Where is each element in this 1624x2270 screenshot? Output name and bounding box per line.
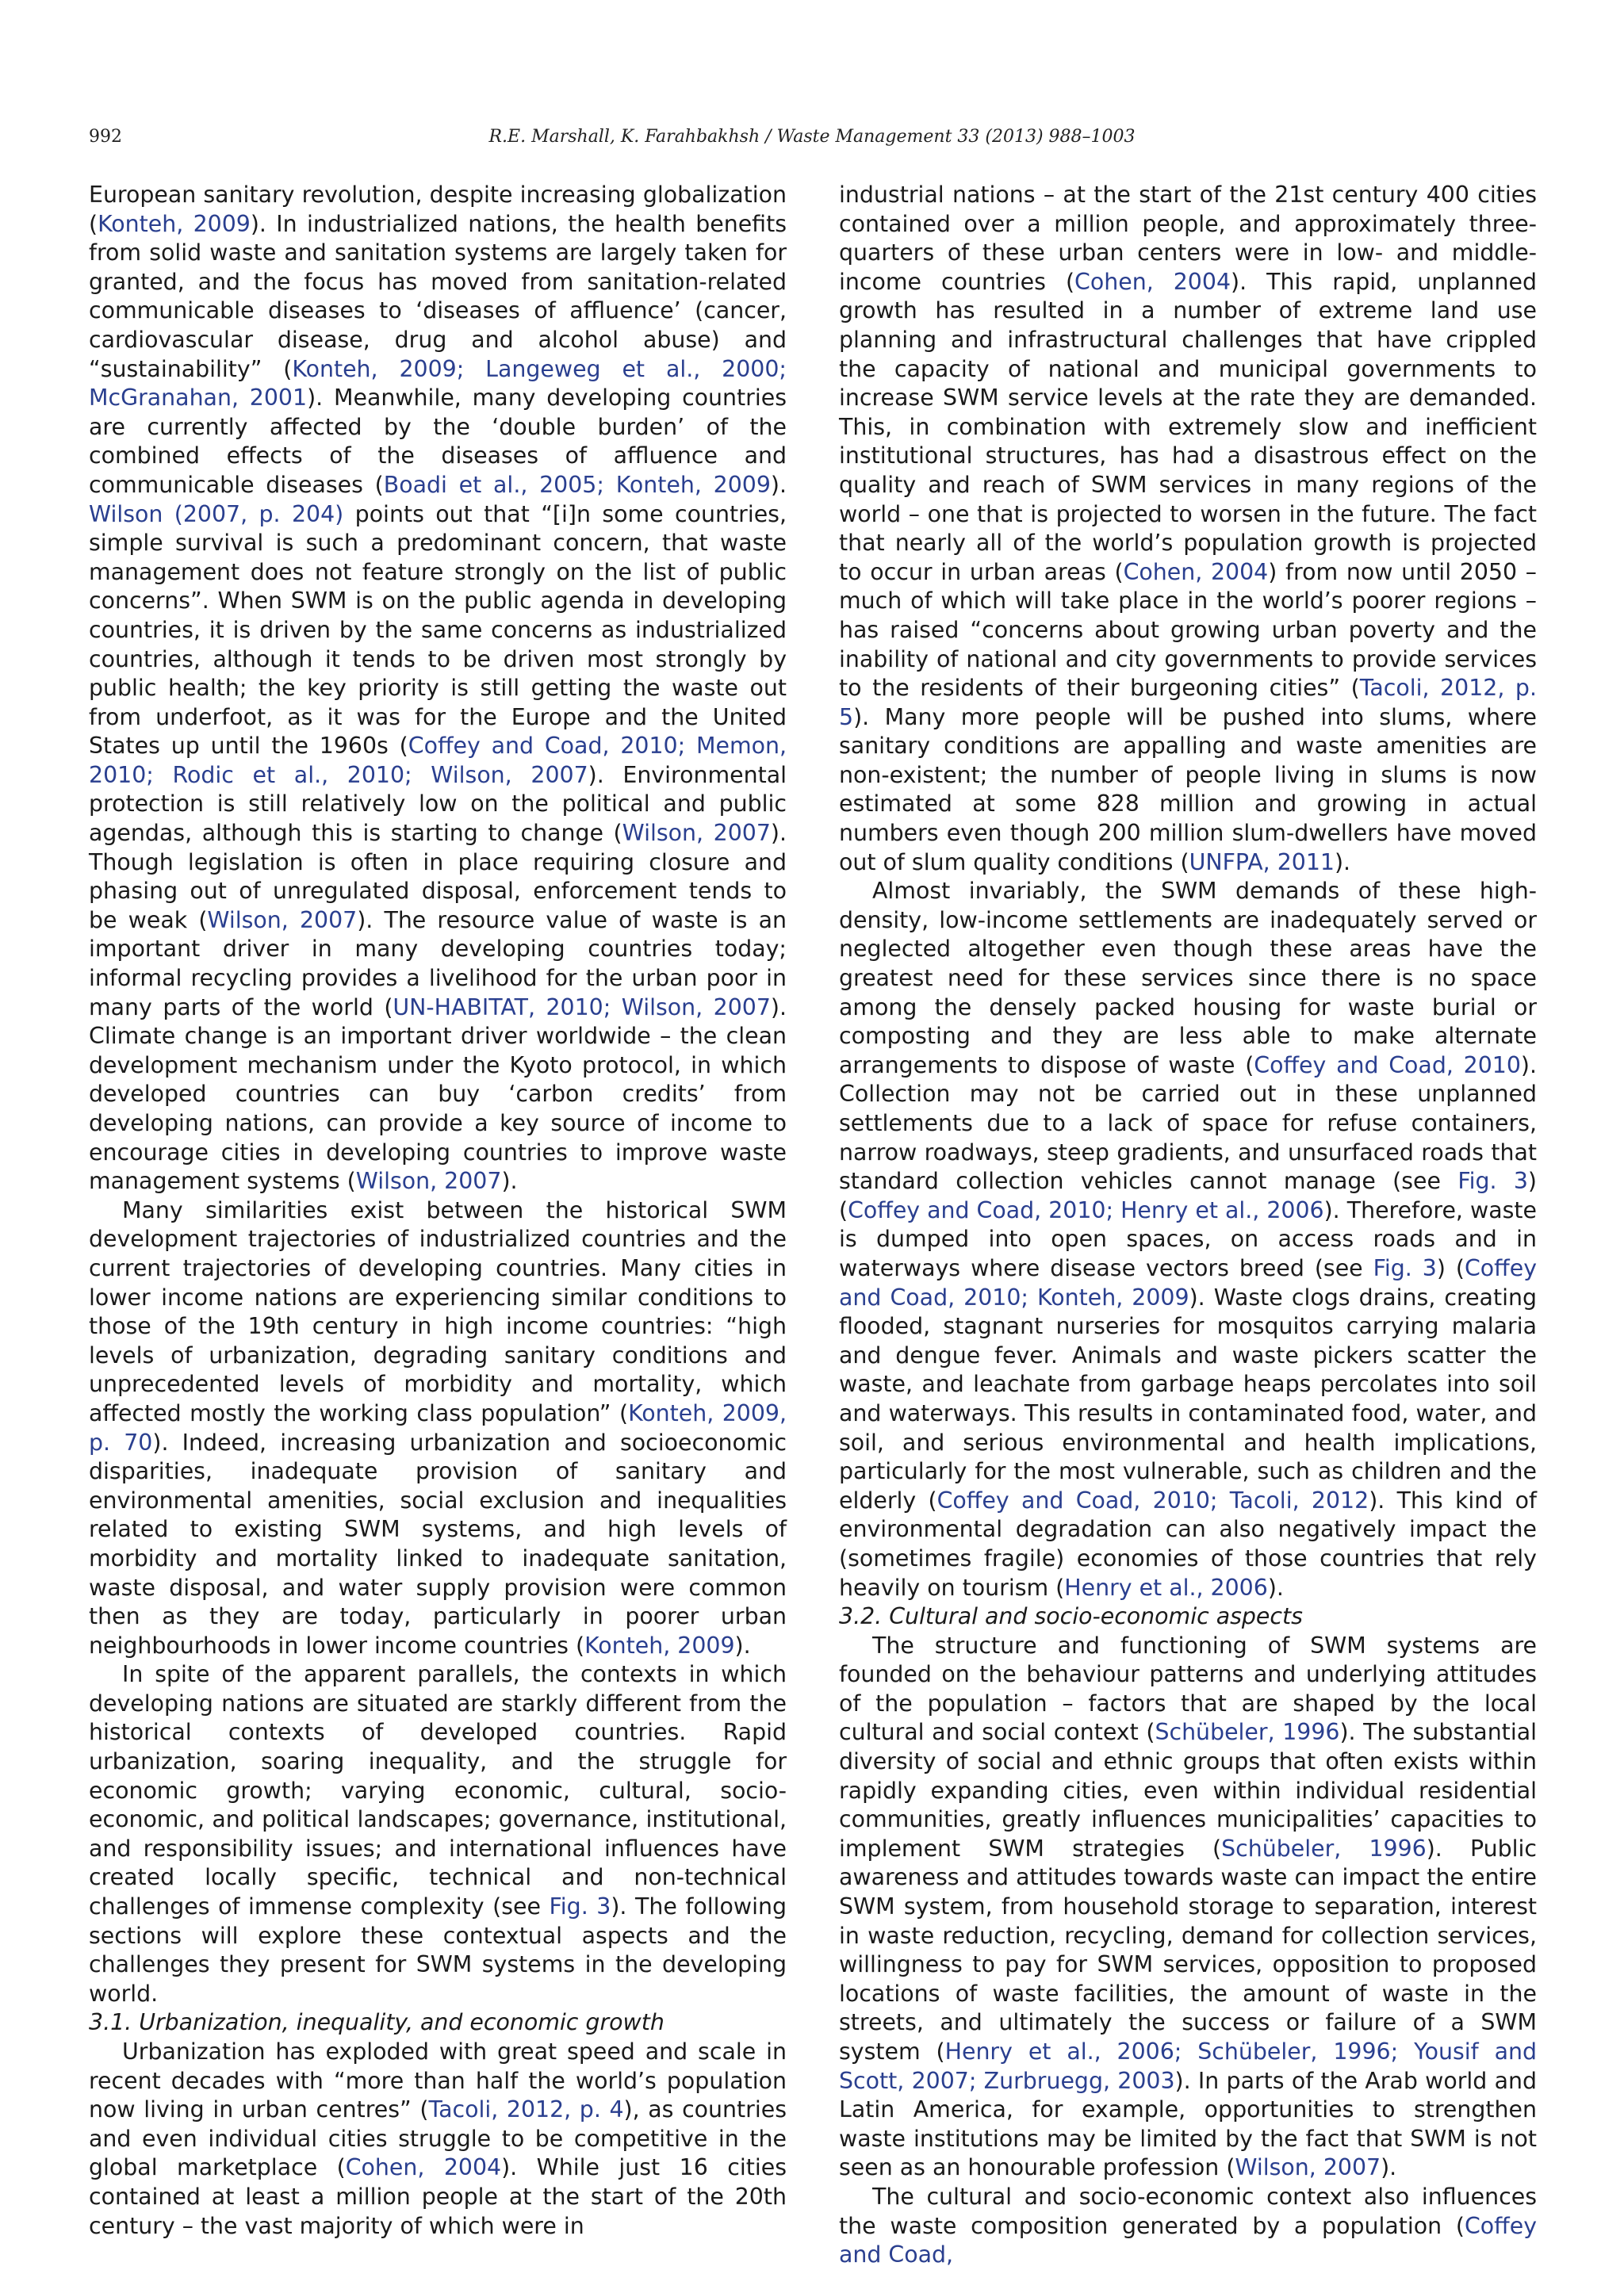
section-heading: 3.2. Cultural and socio-economic aspects (839, 1603, 1303, 1630)
paragraph (839, 877, 1537, 1602)
paragraph-text: ). While just 16 cities contained at least a million people at the start of the 20th century – the vast majority of which were in (89, 2154, 787, 2239)
citation-link[interactable]: Tacoli, 2012, p. 5 (839, 675, 1537, 730)
paragraph (839, 181, 1537, 877)
paragraph-text: ). The substantial diversity of social and ethnic groups that often exists within rapidly expanding cities, even within individual residential communities, greatly influences municipalities’ capacities to implement SWM strategies ( (839, 1719, 1537, 1862)
citation-link[interactable]: Wilson, 2007 (355, 1168, 502, 1195)
citation-link[interactable]: Wilson, 2007 (207, 906, 358, 933)
section-heading: 3.1. Urbanization, inequality, and economic growth (89, 2009, 665, 2036)
citation-link[interactable]: Cohen, 2004 (1123, 558, 1269, 585)
paragraph-text: ). (1267, 1574, 1284, 1601)
citation-link[interactable]: Coffey and Coad, 2010 (1254, 1051, 1521, 1078)
citation-link[interactable]: Coffey and Coad, 2010; Konteh, 2009 (839, 1254, 1537, 1311)
left-column (89, 181, 787, 2239)
citation-link[interactable]: Coffey and Coad, (839, 2212, 1537, 2268)
citation-link[interactable]: Fig. 3 (549, 1893, 611, 1920)
paragraph-text: ) ( (1436, 1254, 1465, 1281)
paragraph-text: The structure and functioning of SWM systems are founded on the behaviour patterns and underlying attitudes of the population – factors that are shaped by the local cultural and social context ( (839, 1632, 1537, 1746)
paragraph (839, 2183, 1537, 2270)
citation-link[interactable]: UN-HABITAT, 2010; Wilson, 2007 (393, 993, 771, 1020)
paragraph-text: ). Therefore, waste is dumped into open spaces, on access roads and in waterways where disease vectors breed (see (839, 1196, 1537, 1281)
citation-link[interactable]: Konteh, 2009, p. 70 (89, 1399, 787, 1456)
citation-link[interactable]: Boadi et al., 2005; Konteh, 2009 (383, 471, 771, 498)
citation-link[interactable]: Konteh, 2009 (584, 1632, 735, 1659)
paragraph-text: ). Public awareness and attitudes towards waste can impact the entire SWM system, from household storage to separation, interest in waste reduction, recycling, demand for collection services, willingness to pay for SWM services, opposition to proposed locations of waste facilities, the amount of waste in the streets, and ultimately the success or failure of a SWM system ( (839, 1835, 1537, 2065)
citation-link[interactable]: Coffey and Coad, 2010; Memon, 2010; Rodic et al., 2010; Wilson, 2007 (89, 733, 787, 788)
citation-link[interactable]: Coffey and Coad, 2010; Henry et al., 2006 (848, 1196, 1324, 1223)
citation-link[interactable]: Wilson, 2007 (622, 820, 771, 847)
page-number: 992 (89, 127, 122, 147)
paragraph-text: industrial nations – at the start of the 21st century 400 cities contained over a million people, and approximately three-quarters of these urban centers were in low- and middle-income countries ( (839, 182, 1537, 295)
paragraph-text: points out that “[i]n some countries, simple survival is such a predominant concern, that waste management does not feature strongly on the list of public concerns”. When SWM is on the public agenda in developing countries, it is driven by the same concerns as industrialized countries, although it tends to be driven most strongly by public health; the key priority is still getting the waste out from underfoot, as it was for the Europe and the United States up until the 1960s ( (89, 500, 787, 760)
paragraph-text: The cultural and socio-economic context also influences the waste composition generated by a population ( (839, 2183, 1537, 2239)
citation-link[interactable]: Cohen, 2004 (1074, 268, 1231, 295)
paragraph (89, 181, 787, 1196)
paragraph-text: Many similarities exist between the historical SWM development trajectories of industrialized countries and the current trajectories of developing countries. Many cities in lower income nations are experiencing similar conditions to those of the 19th century in high income countries: “high levels of urbanization, degrading sanitary conditions and unprecedented levels of morbidity and mortality, which affected mostly the working class population” ( (89, 1196, 787, 1426)
paragraph (89, 2038, 787, 2241)
paragraph (89, 1660, 787, 2008)
paragraph-text: ). Environmental protection is still relatively low on the political and public agendas, although this is starting to change ( (89, 761, 787, 847)
paragraph-text: ). In industrialized nations, the health benefits from solid waste and sanitation systems are largely taken for granted, and the focus has moved from sanitation-related communicable diseases to ‘diseases of affluence’ (cancer, cardiovascular disease, drug and alcohol abuse) and “sustainability” ( (89, 210, 787, 382)
paragraph-text: ). (734, 1632, 751, 1659)
citation-link[interactable]: Wilson (2007, p. 204) (89, 500, 344, 527)
paragraph-text: ). The following sections will explore these contextual aspects and the challenges they present for SWM systems in the developing world. (89, 1893, 787, 2007)
citation-link[interactable]: Tacoli, 2012, p. 4 (428, 2096, 624, 2123)
citation-link[interactable]: UNFPA, 2011 (1189, 848, 1335, 875)
paragraph-text: Urbanization has exploded with great speed and scale in recent decades with “more than half the world’s population now living in urban centres” ( (89, 2038, 787, 2123)
citation-link[interactable]: Henry et al., 2006 (1064, 1574, 1268, 1601)
right-column (839, 181, 1538, 2268)
paragraph-text: ). (501, 1168, 518, 1195)
citation-link[interactable]: Schübeler, 1996 (1155, 1719, 1340, 1746)
paragraph-text: ), as countries and even individual cities struggle to be competitive in the global marketplace ( (89, 2096, 787, 2181)
citation-link[interactable]: Wilson, 2007 (1235, 2154, 1381, 2181)
citation-link[interactable]: Fig. 3 (1373, 1254, 1437, 1281)
paragraph-text: ). (770, 471, 787, 498)
paragraph-text: ). Though legislation is often in place requiring closure and phasing out of unregulated disposal, enforcement tends to be weak ( (89, 820, 787, 933)
paragraph-text: ). Waste clogs drains, creating flooded, stagnant nurseries for mosquitos carrying malaria and dengue fever. Animals and waste pickers scatter the waste, and leachate from garbage heaps percolates into soil and waterways. This results in contaminated food, water, and soil, and serious environmental and health implications, particularly for the most vulnerable, such as children and the elderly ( (839, 1284, 1537, 1514)
paragraph-text: ). (1381, 2154, 1397, 2181)
paragraph-text: ). Many more people will be pushed into slums, where sanitary conditions are appalling and waste amenities are non-existent; the number of people living in slums is now estimated at some 828 million and growing in actual numbers even though 200 million slum-dwellers have moved out of slum quality conditions ( (839, 703, 1537, 875)
paragraph-text: ). This kind of environmental degradation can also negatively impact the (sometimes fragile) economies of those countries that rely heavily on tourism ( (839, 1487, 1537, 1601)
citation-link[interactable]: Henry et al., 2006; Schübeler, 1996; Yousif and Scott, 2007; Zurbruegg, 2003 (839, 2038, 1537, 2094)
paragraph-text: ). Meanwhile, many developing countries are currently affected by the ‘double burden’ of the combined effects of the diseases of affluence and communicable diseases ( (89, 385, 787, 498)
paragraph (839, 1632, 1537, 2183)
citation-link[interactable]: Cohen, 2004 (345, 2154, 502, 2181)
paragraph-text: ). The resource value of waste is an important driver in many developing countries today; informal recycling provides a livelihood for the urban poor in many parts of the world ( (89, 906, 787, 1020)
citation-link[interactable]: Konteh, 2009 (98, 210, 251, 237)
paragraph-text: In spite of the apparent parallels, the contexts in which developing nations are situated are starkly different from the historical contexts of developed countries. Rapid urbanization, soaring inequality, and the struggle for economic growth; varying economic, cultural, socio-economic, and political landscapes; governance, institutional, and responsibility issues; and international influences have created locally specific, technical and non-technical challenges of immense complexity (see (89, 1661, 787, 1920)
paragraph-text: ). Climate change is an important driver worldwide – the clean development mechanism under the Kyoto protocol, in which developed countries can buy ‘carbon credits’ from developing nations, can provide a key source of income to encourage cities in developing countries to improve waste management systems ( (89, 993, 787, 1195)
paragraph-text: Almost invariably, the SWM demands of these high-density, low-income settlements are inadequately served or neglected altogether even though these areas have the greatest need for these services since there is no space among the densely packed housing for waste burial or composting and they are less able to make alternate arrangements to dispose of waste ( (839, 878, 1537, 1078)
paragraph-text: European sanitary revolution, despite increasing globalization ( (89, 182, 787, 237)
running-head (89, 127, 1535, 159)
paragraph-text: ). Collection may not be carried out in these unplanned settlements due to a lack of space for refuse containers, narrow roadways, steep gradients, and unsurfaced roads that standard collection vehicles cannot manage (see (839, 1051, 1537, 1195)
paragraph-text: ). In parts of the Arab world and Latin America, for example, opportunities to strengthen waste institutions may be limited by the fact that SWM is not seen as an honourable profession ( (839, 2067, 1537, 2181)
citation-link[interactable]: Fig. 3 (1457, 1168, 1528, 1195)
paragraph (89, 1196, 787, 1661)
citation-link[interactable]: Konteh, 2009; Langeweg et al., 2000; McGranahan, 2001 (89, 355, 787, 412)
paragraph-text: ). This rapid, unplanned growth has resulted in a number of extreme land use planning and infrastructural challenges that have crippled the capacity of national and municipal governments to increase SWM service levels at the rate they are demanded. This, in combination with extremely slow and inefficient institutional structures, has had a disastrous effect on the quality and reach of SWM services in many regions of the world – one that is projected to worsen in the future. The fact that nearly all of the world’s population growth is projected to occur in urban areas ( (839, 268, 1538, 585)
citation-link[interactable]: Schübeler, 1996 (1221, 1835, 1427, 1862)
paragraph-text: ) ( (839, 1168, 1537, 1223)
paragraph-text: ). (1334, 848, 1351, 875)
citation-link[interactable]: Coffey and Coad, 2010; Tacoli, 2012 (936, 1487, 1369, 1514)
paragraph-text: ) from now until 2050 – much of which will take place in the world’s poorer regions – has raised “concerns about growing urban poverty and the inability of national and city governments to provide services to the residents of their burgeoning cities” ( (839, 558, 1537, 702)
paragraph-text: ). Indeed, increasing urbanization and socioeconomic disparities, inadequate provision of sanitary and environmental amenities, social exclusion and inequalities related to existing SWM systems, and high levels of morbidity and mortality linked to inadequate sanitation, waste disposal, and water supply provision were common then as they are today, particularly in poorer urban neighbourhoods in lower income countries ( (89, 1429, 787, 1659)
journal-reference: R.E. Marshall, K. Farahbakhsh / Waste Management 33 (2013) 988–1003 (488, 127, 1136, 147)
